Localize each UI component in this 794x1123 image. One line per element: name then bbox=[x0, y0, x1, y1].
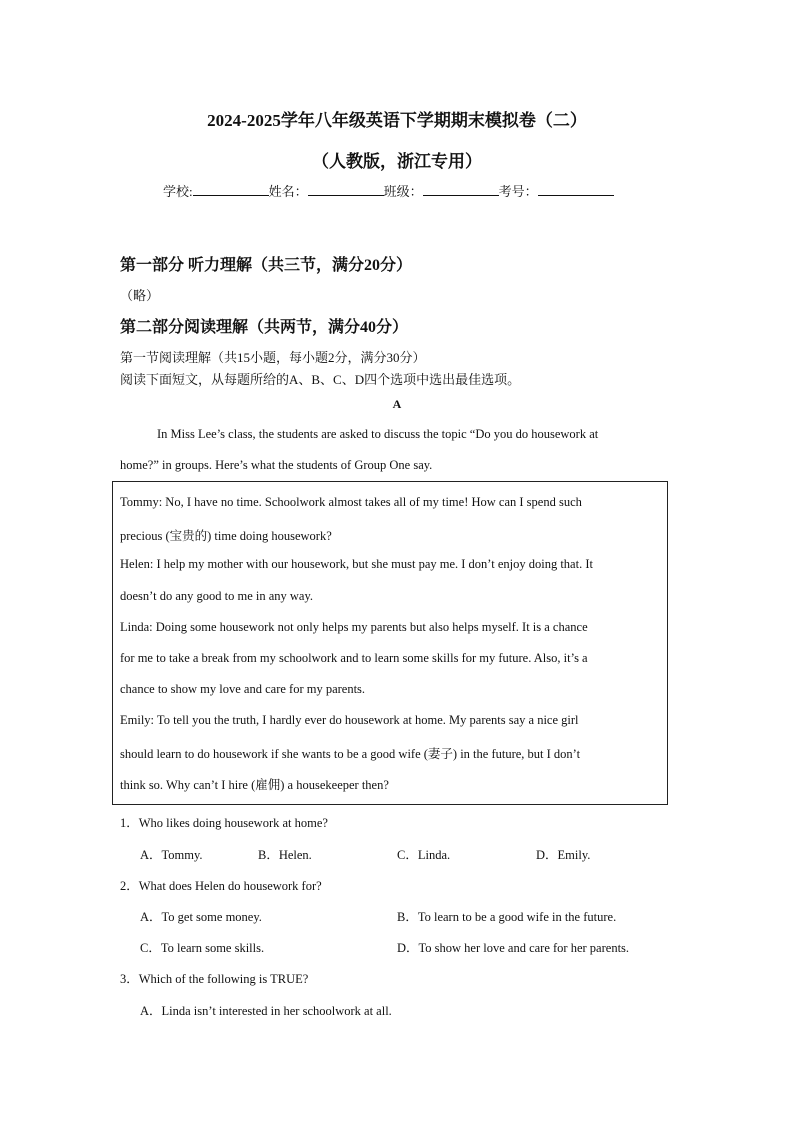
part1-note: （略） bbox=[120, 288, 160, 303]
part1-heading: 第一部分 听力理解（共三节，满分20分） bbox=[120, 257, 413, 274]
passage-intro-line1: In Miss Lee’s class, the students are asked to discuss the topic “Do you do housework at bbox=[157, 427, 599, 441]
q2-option-d[interactable]: D．To show her love and care for her parents. bbox=[397, 941, 630, 955]
exam-number-field[interactable] bbox=[538, 183, 614, 196]
exam-number-label: 考号： bbox=[498, 184, 538, 199]
school-label: 学校: bbox=[163, 184, 193, 199]
section-intro: 第一节阅读理解（共15小题，每小题2分，满分30分） bbox=[120, 350, 426, 365]
box-line: Emily: To tell you the truth, I hardly ever do housework at home. My parents say a nice girl bbox=[120, 713, 579, 727]
question-1-stem: 1．Who likes doing housework at home? bbox=[120, 816, 328, 830]
passage-letter: A bbox=[392, 397, 402, 411]
class-field[interactable] bbox=[423, 183, 499, 196]
question-3-stem: 3．Which of the following is TRUE? bbox=[120, 972, 309, 986]
q1-option-a[interactable]: A．Tommy. bbox=[140, 848, 203, 862]
box-line: Tommy: No, I have no time. Schoolwork almost takes all of my time! How can I spend such bbox=[120, 495, 582, 509]
box-line: Linda: Doing some housework not only helps my parents but also helps myself. It is a chance bbox=[120, 620, 588, 634]
q1-option-c[interactable]: C．Linda. bbox=[397, 848, 451, 862]
name-label: 姓名： bbox=[268, 184, 308, 199]
name-field[interactable] bbox=[308, 183, 384, 196]
class-label: 班级： bbox=[383, 184, 423, 199]
q2-option-b[interactable]: B．To learn to be a good wife in the future. bbox=[397, 910, 617, 924]
box-line: chance to show my love and care for my parents. bbox=[120, 682, 366, 696]
box-line: Helen: I help my mother with our housework, but she must pay me. I don’t enjoy doing that. It bbox=[120, 557, 593, 571]
passage-intro-line2: home?” in groups. Here’s what the students of Group One say. bbox=[120, 458, 433, 472]
box-line: should learn to do housework if she wants to be a good wife (妻子) in the future, but I don’t bbox=[120, 747, 581, 761]
q2-option-c[interactable]: C．To learn some skills. bbox=[140, 941, 265, 955]
exam-subtitle: （人教版，浙江专用） bbox=[312, 152, 482, 171]
box-line: doesn’t do any good to me in any way. bbox=[120, 589, 314, 603]
q3-option-a[interactable]: A．Linda isn’t interested in her schoolwork at all. bbox=[140, 1004, 392, 1018]
question-2-stem: 2．What does Helen do housework for? bbox=[120, 879, 322, 893]
part2-heading: 第二部分阅读理解（共两节，满分40分） bbox=[120, 319, 409, 336]
school-field[interactable] bbox=[193, 183, 269, 196]
box-line: for me to take a break from my schoolwork and to learn some skills for my future. Also, it’s a bbox=[120, 651, 588, 665]
q1-option-b[interactable]: B．Helen. bbox=[258, 848, 312, 862]
box-line: precious (宝贵的) time doing housework? bbox=[120, 529, 332, 543]
reading-instruction: 阅读下面短文，从每题所给的A、B、C、D四个选项中选出最佳选项。 bbox=[120, 372, 521, 387]
q1-option-d[interactable]: D．Emily. bbox=[536, 848, 591, 862]
student-info-line bbox=[163, 181, 614, 200]
q2-option-a[interactable]: A．To get some money. bbox=[140, 910, 262, 924]
exam-title: 2024-2025学年八年级英语下学期期末模拟卷（二） bbox=[207, 111, 587, 130]
box-line: think so. Why can’t I hire (雇佣) a housekeeper then? bbox=[120, 778, 389, 792]
